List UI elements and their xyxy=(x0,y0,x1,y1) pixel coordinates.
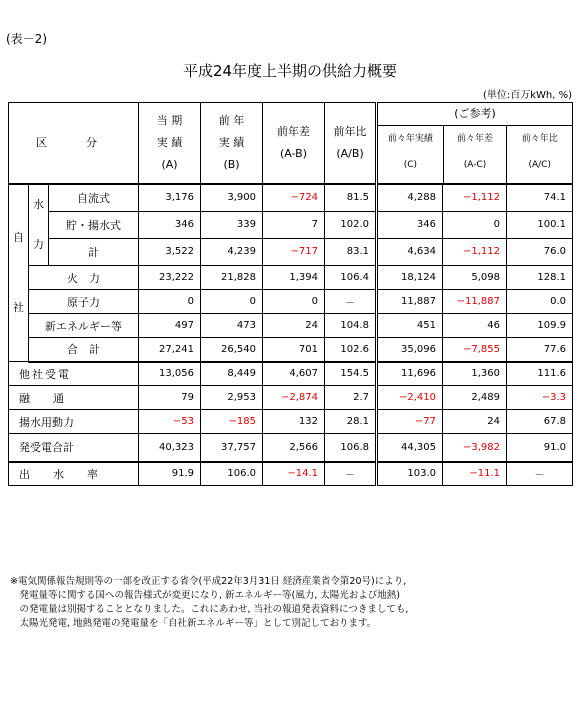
cell-prev2-diff: 5,098 xyxy=(443,266,507,290)
cell-prev2-diff: 46 xyxy=(443,314,507,338)
cell-previous: 0 xyxy=(201,290,263,314)
cell-previous: 26,540 xyxy=(201,338,263,362)
header-previous xyxy=(201,103,263,185)
cell-current: 91.9 xyxy=(139,462,201,486)
cell-previous: 2,953 xyxy=(201,386,263,410)
cell-prev2-ratio: 67.8 xyxy=(507,410,573,434)
cell-diff: −14.1 xyxy=(263,462,325,486)
page-title: 平成24年度上半期の供給力概要 xyxy=(182,62,398,80)
header-prev2-ratio-line2: (A/C) xyxy=(528,160,551,170)
header-ratio-line2: (A/B) xyxy=(336,147,364,160)
header-current-line1: 当 期 xyxy=(156,114,183,127)
cell-previous: 106.0 xyxy=(201,462,263,486)
header-prev2-ratio xyxy=(507,126,572,183)
table-row xyxy=(9,211,573,238)
table-label: (表－2) xyxy=(6,32,47,46)
row-label: 火 力 xyxy=(29,266,139,290)
cell-prev2-diff: −11,887 xyxy=(443,290,507,314)
cell-prev2-diff: 1,360 xyxy=(443,362,507,386)
cell-prev2-ratio: −3.3 xyxy=(507,386,573,410)
cell-current: 40,323 xyxy=(139,434,201,462)
cell-current: 27,241 xyxy=(139,338,201,362)
cell-diff: 2,566 xyxy=(263,434,325,462)
cell-prev2-ratio: 77.6 xyxy=(507,338,573,362)
cell-prev2: 18,124 xyxy=(377,266,443,290)
cell-ratio: 81.5 xyxy=(325,184,377,211)
cell-ratio: 106.4 xyxy=(325,266,377,290)
header-row xyxy=(9,103,573,185)
cell-prev2-ratio: 109.9 xyxy=(507,314,573,338)
row-label: 原子力 xyxy=(29,290,139,314)
header-prev2-diff-line2: (A-C) xyxy=(463,160,487,170)
cell-prev2-diff: −1,112 xyxy=(443,184,507,211)
cell-diff: 0 xyxy=(263,290,325,314)
cell-previous: 3,900 xyxy=(201,184,263,211)
row-label: 発受電合計 xyxy=(9,434,139,462)
cell-diff: 4,607 xyxy=(263,362,325,386)
cell-current: 23,222 xyxy=(139,266,201,290)
cell-diff: 7 xyxy=(263,211,325,238)
cell-prev2-diff: 24 xyxy=(443,410,507,434)
cell-prev2-ratio: 91.0 xyxy=(507,434,573,462)
cell-previous: 4,239 xyxy=(201,238,263,265)
cell-previous: 21,828 xyxy=(201,266,263,290)
cell-prev2: 11,887 xyxy=(377,290,443,314)
cell-prev2: −77 xyxy=(377,410,443,434)
cell-prev2-ratio: 128.1 xyxy=(507,266,573,290)
cell-prev2-diff: −11.1 xyxy=(443,462,507,486)
table-row xyxy=(9,238,573,265)
cell-prev2-ratio: 76.0 xyxy=(507,238,573,265)
cell-diff: −2,874 xyxy=(263,386,325,410)
table-row xyxy=(9,410,573,434)
row-label: 貯・揚水式 xyxy=(49,211,139,238)
header-current xyxy=(139,103,201,185)
header-ratio xyxy=(325,103,377,185)
cell-current: 79 xyxy=(139,386,201,410)
row-label: 自流式 xyxy=(49,184,139,211)
cell-prev2-diff: 2,489 xyxy=(443,386,507,410)
table-row xyxy=(9,386,573,410)
cell-ratio: 154.5 xyxy=(325,362,377,386)
cell-diff: 132 xyxy=(263,410,325,434)
header-prev2-diff xyxy=(444,126,508,183)
cell-prev2: 44,305 xyxy=(377,434,443,462)
cell-previous: 37,757 xyxy=(201,434,263,462)
cell-diff: −724 xyxy=(263,184,325,211)
row-label: 合 計 xyxy=(29,338,139,362)
header-prev2 xyxy=(378,126,444,183)
cell-previous: 8,449 xyxy=(201,362,263,386)
header-diff-line2: (A-B) xyxy=(280,147,308,160)
cell-prev2: 11,696 xyxy=(377,362,443,386)
header-current-line2: 実 績 xyxy=(156,136,183,149)
cell-previous: 473 xyxy=(201,314,263,338)
table-row xyxy=(9,290,573,314)
table-row xyxy=(9,266,573,290)
footnote-line-1: ※電気関係報告規則等の一部を改正する省令(平成22年3月31日 経済産業省令第20号)により, xyxy=(10,576,407,587)
row-label: 融 通 xyxy=(9,386,139,410)
cell-current: 346 xyxy=(139,211,201,238)
hydro-label: 水 力 xyxy=(29,184,49,266)
cell-prev2-ratio: 111.6 xyxy=(507,362,573,386)
cell-prev2: 103.0 xyxy=(377,462,443,486)
cell-diff: 701 xyxy=(263,338,325,362)
header-previous-line3: (B) xyxy=(223,158,240,171)
cell-prev2: 451 xyxy=(377,314,443,338)
unit-note: (単位:百万kWh, %) xyxy=(482,90,572,101)
cell-diff: −717 xyxy=(263,238,325,265)
header-diff-line1: 前年差 xyxy=(277,125,311,138)
header-previous-line2: 実 績 xyxy=(218,136,245,149)
cell-ratio: 83.1 xyxy=(325,238,377,265)
table-row xyxy=(9,462,573,486)
cell-prev2: −2,410 xyxy=(377,386,443,410)
header-prev2-ratio-line1: 前々年比 xyxy=(521,134,558,144)
header-previous-line1: 前 年 xyxy=(218,114,245,127)
header-current-line3: (A) xyxy=(161,158,178,171)
header-ratio-line1: 前年比 xyxy=(333,125,367,138)
cell-current: 3,176 xyxy=(139,184,201,211)
header-category xyxy=(9,103,139,185)
cell-ratio: 28.1 xyxy=(325,410,377,434)
cell-current: −53 xyxy=(139,410,201,434)
cell-ratio: 104.8 xyxy=(325,314,377,338)
footnote-line-2: 発電量等に関する国への報告様式が変更になり, 新エネルギー等(風力, 太陽光および地熱) xyxy=(10,590,400,601)
cell-prev2: 35,096 xyxy=(377,338,443,362)
row-label: 新エネルギー等 xyxy=(29,314,139,338)
own-company-label: 自 社 xyxy=(9,184,29,362)
header-prev2-line1: 前々年実績 xyxy=(387,134,433,144)
table-row xyxy=(9,362,573,386)
header-reference xyxy=(377,103,573,185)
cell-prev2: 4,288 xyxy=(377,184,443,211)
cell-prev2: 4,634 xyxy=(377,238,443,265)
cell-prev2-ratio: － xyxy=(507,462,573,486)
table-row xyxy=(9,434,573,462)
cell-prev2-diff: 0 xyxy=(443,211,507,238)
cell-current: 0 xyxy=(139,290,201,314)
header-diff xyxy=(263,103,325,185)
cell-current: 13,056 xyxy=(139,362,201,386)
header-prev2-diff-line1: 前々年差 xyxy=(457,134,494,144)
cell-prev2-ratio: 74.1 xyxy=(507,184,573,211)
table-row xyxy=(9,314,573,338)
cell-prev2-ratio: 0.0 xyxy=(507,290,573,314)
cell-ratio: 106.8 xyxy=(325,434,377,462)
row-label: 揚水用動力 xyxy=(9,410,139,434)
row-label: 計 xyxy=(49,238,139,265)
cell-prev2: 346 xyxy=(377,211,443,238)
row-label: 出 水 率 xyxy=(9,462,139,486)
cell-previous: −185 xyxy=(201,410,263,434)
table-row xyxy=(9,338,573,362)
footnote-line-4: 太陽光発電, 地熱発電の発電量を「自社新エネルギー等」として別記しております。 xyxy=(10,618,377,629)
cell-ratio: 2.7 xyxy=(325,386,377,410)
cell-ratio: － xyxy=(325,462,377,486)
cell-current: 3,522 xyxy=(139,238,201,265)
cell-current: 497 xyxy=(139,314,201,338)
row-label: 他社受電 xyxy=(9,362,139,386)
header-reference-label: (ご参考) xyxy=(378,103,572,126)
footnote-line-3: の発電量は別掲することとなりました。これにあわせ, 当社の報道発表資料につきましても, xyxy=(10,604,409,615)
cell-prev2-ratio: 100.1 xyxy=(507,211,573,238)
cell-ratio: － xyxy=(325,290,377,314)
supply-table xyxy=(8,102,572,519)
cell-prev2-diff: −1,112 xyxy=(443,238,507,265)
footnote xyxy=(10,575,570,631)
table-row xyxy=(9,184,573,211)
cell-diff: 24 xyxy=(263,314,325,338)
cell-diff: 1,394 xyxy=(263,266,325,290)
cell-prev2-diff: −3,982 xyxy=(443,434,507,462)
cell-ratio: 102.0 xyxy=(325,211,377,238)
cell-prev2-diff: −7,855 xyxy=(443,338,507,362)
cell-ratio: 102.6 xyxy=(325,338,377,362)
cell-previous: 339 xyxy=(201,211,263,238)
header-prev2-line2: (C) xyxy=(403,160,417,170)
header-category-label: 区 分 xyxy=(36,136,111,149)
